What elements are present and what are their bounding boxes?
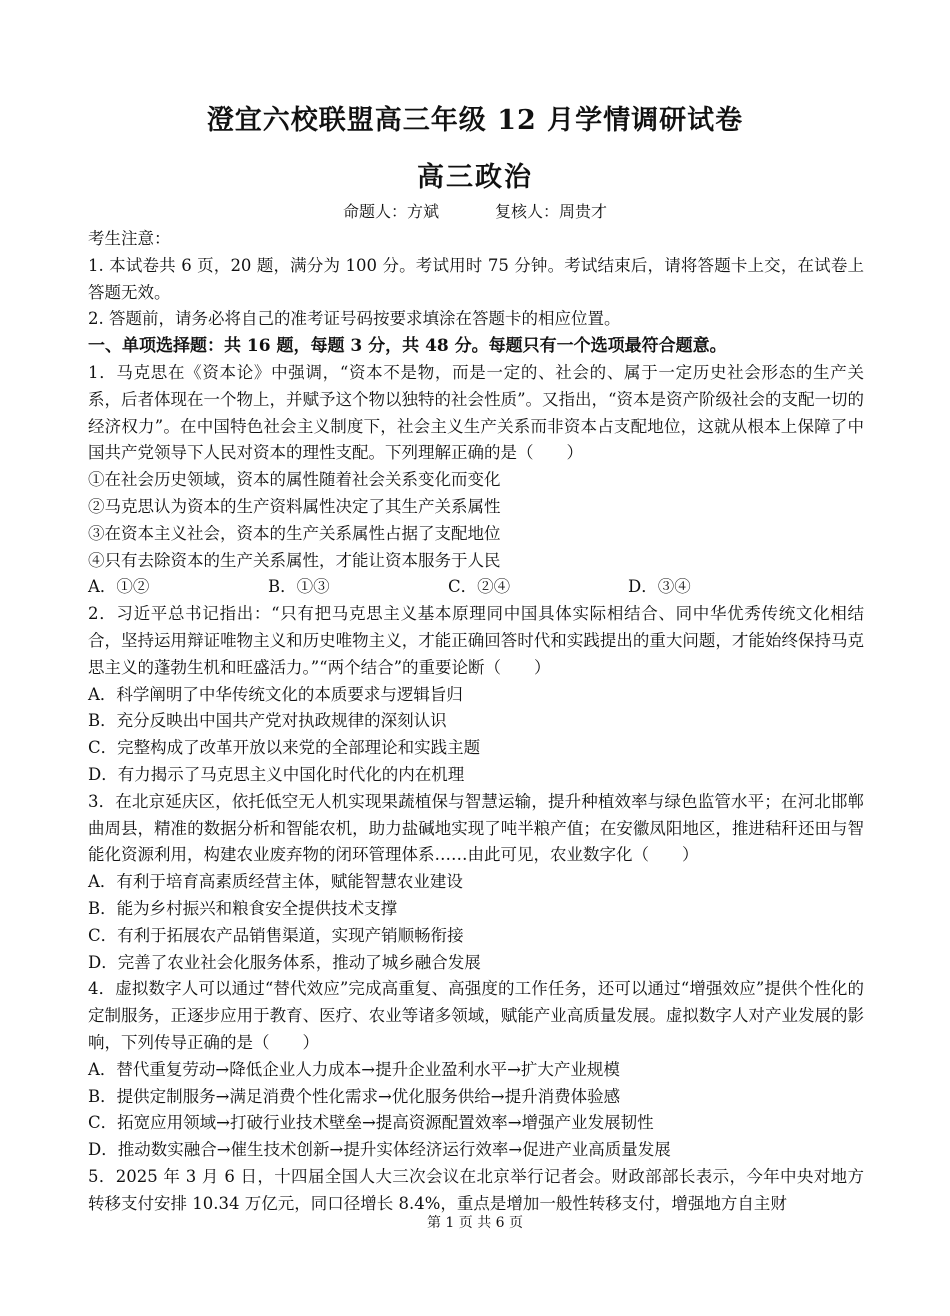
reviewer: 复核人：周贵才 bbox=[495, 202, 608, 221]
question-1-option-d: D．③④ bbox=[628, 577, 691, 597]
proposer: 命题人：方斌 bbox=[342, 202, 439, 221]
section-heading: 一、单项选择题：共 16 题，每题 3 分，共 48 分。每题只有一个选项最符合题意。 bbox=[88, 336, 727, 357]
question-3-stem: 3．在北京延庆区，依托低空无人机实现果蔬植保与智慧运输，提升种植效率与绿色监管水平；在河北邯郸曲周县，精准的数据分析和智能农机，助力盐碱地实现了吨半粮产值；在安徽凤阳地区，推进秸秆还田与智能化资源利用，构建农业废弃物的闭环管理体系……由此可见，农业数字化（ ） bbox=[88, 791, 864, 865]
question-4-option-d: D．推动数实融合→催生技术创新→提升实体经济运行效率→促进产业高质量发展 bbox=[88, 1140, 671, 1160]
exam-title: 澄宜六校联盟高三年级 12 月学情调研试卷 bbox=[206, 105, 744, 136]
question-1-statement-4: ④只有去除资本的生产关系属性，才能让资本服务于人民 bbox=[88, 550, 501, 570]
question-2-option-b: B．充分反映出中国共产党对执政规律的深刻认识 bbox=[88, 711, 447, 731]
exam-content bbox=[88, 226, 864, 1217]
exam-subject: 高三政治 bbox=[417, 162, 533, 193]
notice-item-2: 2. 答题前，请务必将自己的准考证号码按要求填涂在答题卡的相应位置。 bbox=[88, 309, 621, 329]
question-1-option-a: A．①② bbox=[88, 577, 150, 597]
question-4-option-a: A．替代重复劳动→降低企业人力成本→提升企业盈利水平→扩大产业规模 bbox=[88, 1059, 620, 1079]
notice-label: 考生注意： bbox=[88, 229, 171, 248]
question-3-option-c: C．有利于拓展农产品销售渠道，实现产销顺畅衔接 bbox=[88, 925, 464, 945]
question-2-option-c: C．完整构成了改革开放以来党的全部理论和实践主题 bbox=[88, 738, 481, 758]
question-5-stem: 5．2025 年 3 月 6 日，十四届全国人大三次会议在北京举行记者会。财政部部长表示，今年中央对地方转移支付安排 10.34 万亿元，同口径增长 8.4%，重点是增加一般性转移支付，增强地方自主财 bbox=[88, 1166, 864, 1213]
question-1-options bbox=[88, 574, 864, 601]
question-1-option-c: C．②④ bbox=[448, 577, 511, 597]
notice-item-1: 1. 本试卷共 6 页，20 题，满分为 100 分。考试用时 75 分钟。考试结束后，请将答题卡上交，在试卷上答题无效。 bbox=[88, 255, 864, 302]
question-3-option-a: A．有利于培育高素质经营主体，赋能智慧农业建设 bbox=[88, 872, 463, 892]
question-3-option-d: D．完善了农业社会化服务体系，推动了城乡融合发展 bbox=[88, 952, 481, 972]
question-4-option-b: B．提供定制服务→满足消费个性化需求→优化服务供给→提升消费体验感 bbox=[88, 1086, 621, 1106]
question-2-option-a: A．科学阐明了中华传统文化的本质要求与逻辑旨归 bbox=[88, 684, 463, 704]
page-footer: 第 1 页 共 6 页 bbox=[426, 1215, 524, 1231]
question-1-option-b: B．①③ bbox=[268, 577, 330, 597]
question-4-option-c: C．拓宽应用领域→打破行业技术壁垒→提高资源配置效率→增强产业发展韧性 bbox=[88, 1113, 654, 1133]
question-3-option-b: B．能为乡村振兴和粮食安全提供技术支撑 bbox=[88, 898, 398, 918]
question-1-stem: 1．马克思在《资本论》中强调，“资本不是物，而是一定的、社会的、属于一定历史社会形态的生产关系，后者体现在一个物上，并赋予这个物以独特的社会性质”。又指出，“资本是资产阶级社会的支配一切的经济权力”。在中国特色社会主义制度下，社会主义生产关系而非资本占支配地位，这就从根本上保障了中国共产党领导下人民对资本的理性支配。下列理解正确的是（ ） bbox=[88, 362, 864, 463]
question-1-statement-2: ②马克思认为资本的生产资料属性决定了其生产关系属性 bbox=[88, 496, 501, 516]
question-2-stem: 2．习近平总书记指出：“只有把马克思主义基本原理同中国具体实际相结合、同中华优秀传统文化相结合，坚持运用辩证唯物主义和历史唯物主义，才能正确回答时代和实践提出的重大问题，才能始终保持马克思主义的蓬勃生机和旺盛活力。”“两个结合”的重要论断（ ） bbox=[88, 604, 864, 677]
question-1-statement-1: ①在社会历史领域，资本的属性随着社会关系变化而变化 bbox=[88, 470, 501, 490]
authors-line bbox=[0, 199, 950, 222]
question-1-statement-3: ③在资本主义社会，资本的生产关系属性占据了支配地位 bbox=[88, 523, 501, 543]
question-4-stem: 4．虚拟数字人可以通过“替代效应”完成高重复、高强度的工作任务，还可以通过“增强效应”提供个性化的定制服务，正逐步应用于教育、医疗、农业等诸多领域，赋能产业高质量发展。虚拟数字人对产业发展的影响，下列传导正确的是（ ） bbox=[88, 979, 864, 1052]
question-2-option-d: D．有力揭示了马克思主义中国化时代化的内在机理 bbox=[88, 764, 465, 784]
